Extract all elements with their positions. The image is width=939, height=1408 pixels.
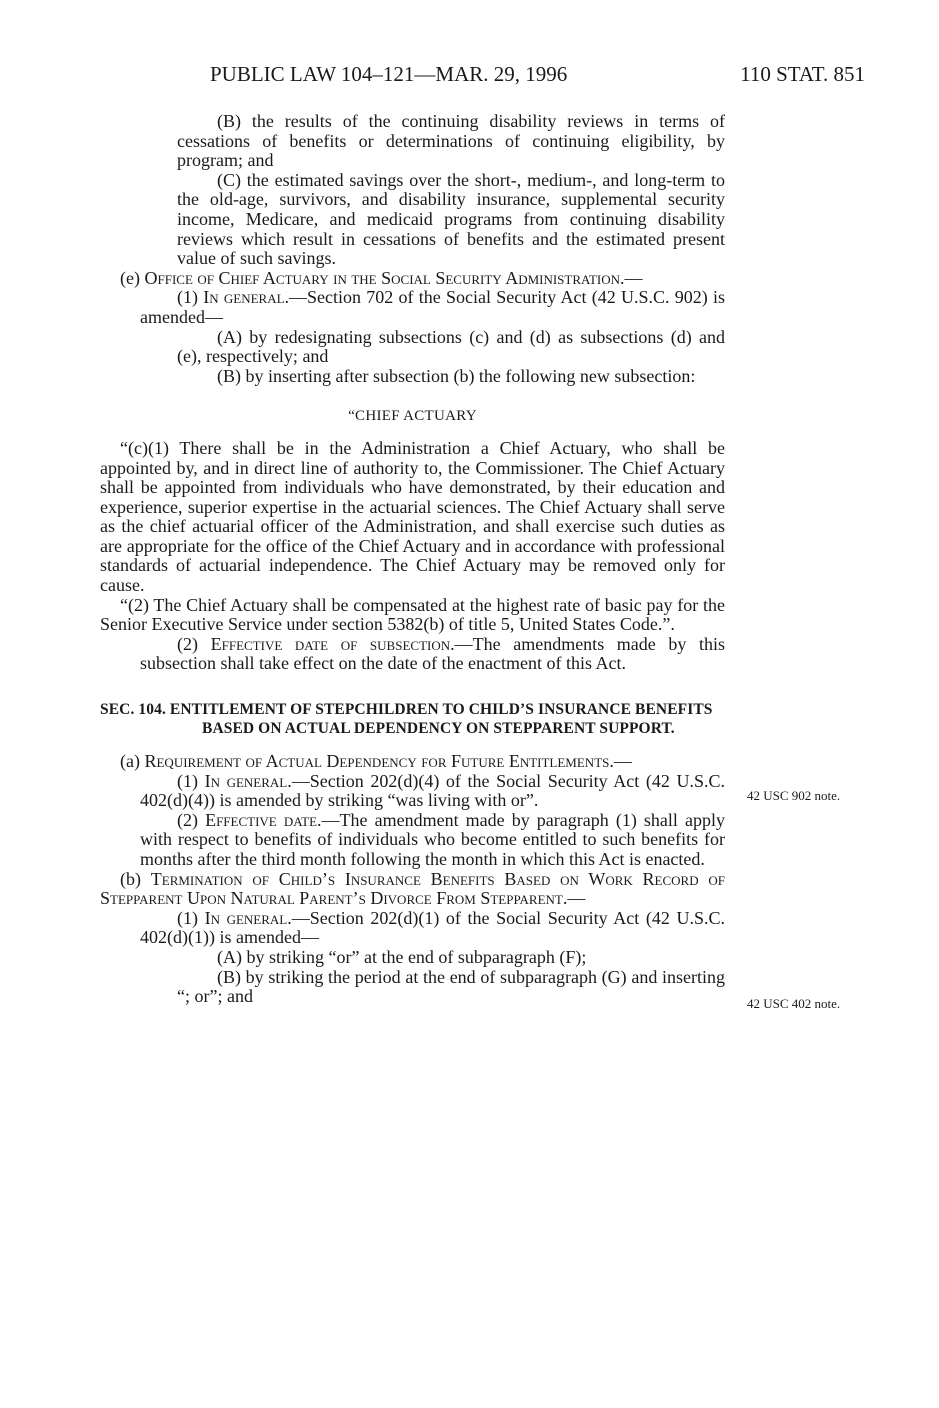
- header-title: PUBLIC LAW 104–121—MAR. 29, 1996: [210, 62, 568, 86]
- clause-b-striking-period: (B) by striking the period at the end of subparagraph (G) and inserting “; or”; and: [177, 966, 725, 1007]
- chief-actuary-c1: “(c)(1) There shall be in the Administration a Chief Actuary, who shall be appointed by, and in direct line of authority to, the Commissioner. The Chief Actuary shall be appointed from individuals who have demonstrated, by their education and experience, superior expertise in the actuarial sciences. The Chief Actuary shall serve as the chief actuarial officer of the Administration, and shall exercise such duties as are appropriate for the office of the Chief Actuary and in accordance with professional standards of actuarial independence. The Chief Actuary may be removed only for cause.: [100, 437, 725, 596]
- subsection-a-heading: (a) Requirement of Actual Dependency for Future Entitlements.—: [120, 751, 632, 772]
- paragraph-a1-general: (1) In general.—Section 202(d)(4) of the Social Security Act (42 U.S.C. 402(d)(4)) is amended by striking “was living with or”.: [140, 770, 725, 811]
- chief-actuary-c2: “(2) The Chief Actuary shall be compensated at the highest rate of basic pay for the Senior Executive Service under section 5382(b) of title 5, United States Code.”.: [100, 594, 725, 635]
- paragraph-e2-effective-date: (2) Effective date of subsection.—The amendments made by this subsection shall take effect on the date of the enactment of this Act.: [140, 633, 726, 674]
- subsection-b-heading: (b) Termination of Child’s Insurance Benefits Based on Work Record of Stepparent Upon Natural Parent’s Divorce From Stepparent.—: [100, 868, 725, 909]
- clause-c-savings: (C) the estimated savings over the short-, medium-, and long-term to the old-age, survivors, and disability insurance, supplemental security income, Medicare, and medicaid programs from continuing disability reviews which result in cessations of benefits and the estimated present value of such savings.: [177, 169, 725, 269]
- clause-b-results: (B) the results of the continuing disability reviews in terms of cessations of benefits or determinations of continuing eligibility, by program; and: [177, 111, 725, 171]
- clause-a-redesignating: (A) by redesignating subsections (c) and (d) as subsections (d) and (e), respectively; and: [177, 326, 725, 367]
- subsection-e-heading: (e) Office of Chief Actuary in the Social Security Administration.—: [120, 267, 643, 288]
- margin-note-402: 42 USC 402 note.: [747, 996, 841, 1011]
- paragraph-e1-general: (1) In general.—Section 702 of the Social Security Act (42 U.S.C. 902) is amended—: [140, 287, 725, 327]
- header-stat-citation: 110 STAT. 851: [740, 62, 865, 86]
- paragraph-a2-effective-date: (2) Effective date.—The amendment made by paragraph (1) shall apply with respect to benefits of individuals who become entitled to such benefits for months after the third month following the month in which this Act is enacted.: [140, 809, 725, 869]
- chief-actuary-heading: “CHIEF ACTUARY: [348, 408, 477, 425]
- margin-note-902: 42 USC 902 note.: [747, 788, 841, 803]
- section-104-heading: SEC. 104. ENTITLEMENT OF STEPCHILDREN TO CHILD’S INSURANCE BENEFITS BASED ON ACTUAL DEPENDENCY ON STEPPARENT SUPPORT.: [100, 701, 713, 738]
- paragraph-b1-general: (1) In general.—Section 202(d)(1) of the Social Security Act (42 U.S.C. 402(d)(1)) is amended—: [140, 907, 725, 948]
- clause-b-inserting: (B) by inserting after subsection (b) the following new subsection:: [217, 365, 696, 386]
- clause-a-striking-or: (A) by striking “or” at the end of subparagraph (F);: [217, 946, 587, 967]
- document-body: [100, 112, 725, 1007]
